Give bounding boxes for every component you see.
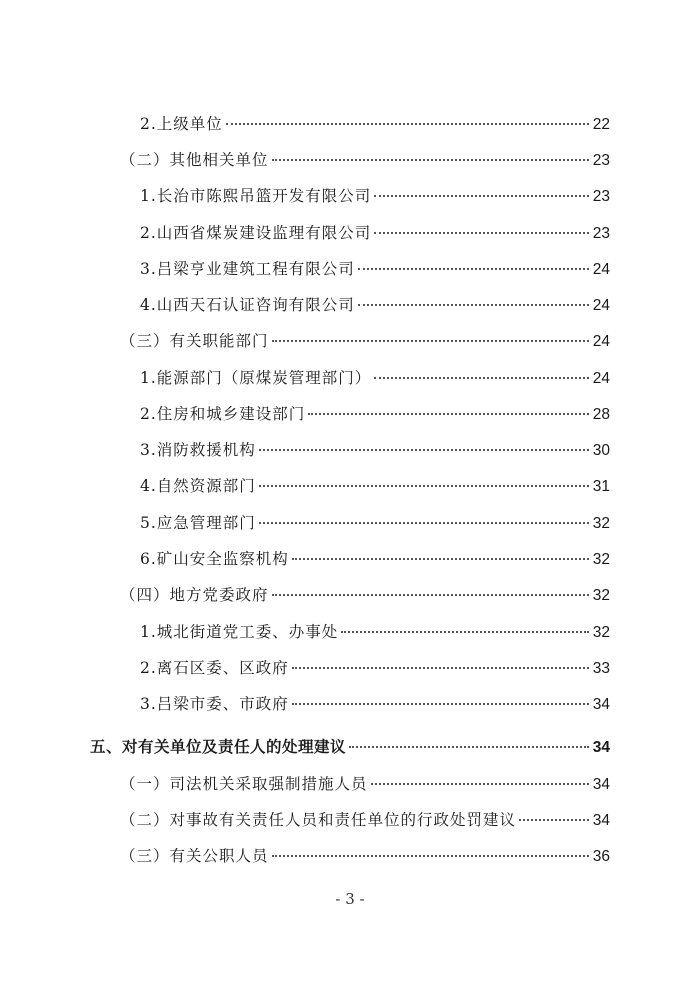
toc-entry[interactable] xyxy=(120,149,610,172)
dot-leader xyxy=(272,340,589,342)
toc-entry-label: （三）有关公职人员 xyxy=(120,847,269,865)
toc-entry[interactable] xyxy=(140,693,610,716)
toc-entry-label: （一）司法机关采取强制措施人员 xyxy=(120,775,368,793)
dot-leader xyxy=(226,123,589,125)
toc-entry-label: 1.能源部门（原煤炭管理部门） xyxy=(140,369,372,387)
toc-entry-page: 32 xyxy=(592,515,610,532)
toc-entry[interactable] xyxy=(90,736,610,759)
dot-leader xyxy=(272,855,589,857)
toc-entry-page: 34 xyxy=(592,812,610,829)
toc-entry-page: 23 xyxy=(592,152,610,169)
toc-entry-page: 22 xyxy=(592,116,610,133)
toc-entry-page: 34 xyxy=(592,776,610,793)
toc-entry[interactable] xyxy=(120,330,610,353)
toc-entry[interactable] xyxy=(140,222,610,245)
dot-leader xyxy=(292,703,589,705)
toc-entry-label: 3.吕梁亨业建筑工程有限公司 xyxy=(140,260,355,278)
toc-entry-page: 32 xyxy=(592,551,610,568)
toc-entry-page: 31 xyxy=(592,478,610,495)
toc-entry[interactable] xyxy=(120,584,610,607)
toc-entry[interactable] xyxy=(140,113,610,136)
toc-entry[interactable] xyxy=(140,439,610,462)
toc-entry-label: 1.长治市陈熙吊篮开发有限公司 xyxy=(140,187,372,205)
toc-entry[interactable] xyxy=(120,773,610,796)
page-number-footer: - 3 - xyxy=(335,890,365,908)
dot-leader xyxy=(308,413,588,415)
toc-entry-page: 32 xyxy=(592,624,610,641)
toc-entry-page: 33 xyxy=(592,660,610,677)
dot-leader xyxy=(292,558,589,560)
dot-leader xyxy=(272,159,589,161)
toc-entry-page: 28 xyxy=(592,406,610,423)
toc-entry-label: 4.自然资源部门 xyxy=(140,477,256,495)
toc-entry[interactable] xyxy=(120,845,610,868)
dot-leader xyxy=(358,268,589,270)
dot-leader xyxy=(374,232,588,234)
toc-entry-page: 24 xyxy=(592,297,610,314)
toc-entry-page: 23 xyxy=(592,225,610,242)
toc-entry-page: 24 xyxy=(592,370,610,387)
toc-entry-label: 1.城北街道党工委、办事处 xyxy=(140,623,339,641)
dot-leader xyxy=(374,377,588,379)
dot-leader xyxy=(259,449,589,451)
dot-leader xyxy=(259,522,589,524)
dot-leader xyxy=(292,667,589,669)
toc-entry-label: （四）地方党委政府 xyxy=(120,586,269,604)
toc-entry-page: 34 xyxy=(592,739,610,756)
dot-leader xyxy=(371,783,589,785)
toc-entry[interactable] xyxy=(140,512,610,535)
toc-entry-label: 3.消防救援机构 xyxy=(140,441,256,459)
toc-entry-label: 2.离石区委、区政府 xyxy=(140,659,289,677)
toc-entry-page: 30 xyxy=(592,442,610,459)
toc-entry[interactable] xyxy=(140,548,610,571)
toc-entry[interactable] xyxy=(140,621,610,644)
toc-entry[interactable] xyxy=(140,258,610,281)
dot-leader xyxy=(519,819,589,821)
toc-entry-label: 5.应急管理部门 xyxy=(140,514,256,532)
toc-entry-page: 36 xyxy=(592,848,610,865)
toc-entry-label: 五、对有关单位及责任人的处理建议 xyxy=(90,738,347,756)
toc-entry[interactable] xyxy=(140,294,610,317)
toc-entry[interactable] xyxy=(140,403,610,426)
dot-leader xyxy=(358,304,589,306)
toc-entry[interactable] xyxy=(120,809,610,832)
toc-entry-page: 23 xyxy=(592,188,610,205)
dot-leader xyxy=(259,485,589,487)
toc-entry-page: 34 xyxy=(592,696,610,713)
dot-leader xyxy=(272,594,589,596)
dot-leader xyxy=(374,195,588,197)
toc-entry-page: 24 xyxy=(592,333,610,350)
toc-entry-label: （三）有关职能部门 xyxy=(120,332,269,350)
toc-entry-label: 4.山西天石认证咨询有限公司 xyxy=(140,296,355,314)
toc-entry-label: 6.矿山安全监察机构 xyxy=(140,550,289,568)
toc-entry-label: 2.上级单位 xyxy=(140,115,223,133)
toc-entry[interactable] xyxy=(140,657,610,680)
toc-entry-label: （二）其他相关单位 xyxy=(120,151,269,169)
toc-entry-label: 3.吕梁市委、市政府 xyxy=(140,695,289,713)
toc-entry-label: （二）对事故有关责任人员和责任单位的行政处罚建议 xyxy=(120,811,517,829)
toc-entry[interactable] xyxy=(140,367,610,390)
toc-entry[interactable] xyxy=(140,185,610,208)
toc-entry-label: 2.山西省煤炭建设监理有限公司 xyxy=(140,224,372,242)
toc-entry-label: 2.住房和城乡建设部门 xyxy=(140,405,306,423)
dot-leader xyxy=(349,746,589,748)
dot-leader xyxy=(341,631,588,633)
toc-entry-page: 32 xyxy=(592,587,610,604)
toc-entry[interactable] xyxy=(140,475,610,498)
toc-entry-page: 24 xyxy=(592,261,610,278)
